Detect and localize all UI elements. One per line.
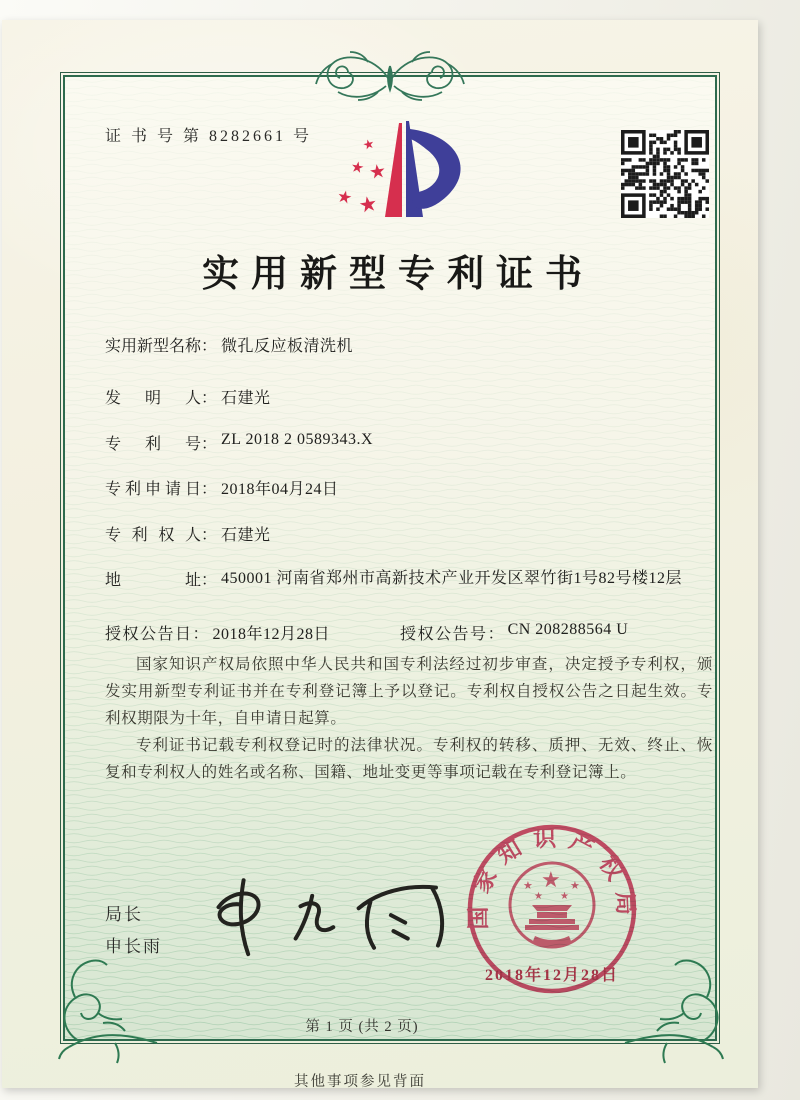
field-inventor: 发明人： 石建光 xyxy=(105,385,271,408)
cnipa-patent-logo-icon xyxy=(328,115,476,239)
field-label: 专利权人 xyxy=(105,527,201,544)
signer-block xyxy=(105,899,162,963)
svg-text:★: ★ xyxy=(361,136,377,154)
cnipa-official-seal-icon xyxy=(457,817,647,1007)
svg-text:★: ★ xyxy=(534,891,543,902)
certificate-paper xyxy=(2,20,758,1088)
legal-paragraph-1: 国家知识产权局依照中华人民共和国专利法经过初步审查，决定授予专利权，颁发实用新型专利证书并在专利登记簿上予以登记。专利权自授权公告之日起生效。专利权期限为十年，自申请日起算。 xyxy=(105,656,713,727)
field-label: 地址 xyxy=(105,572,201,589)
qr-code-icon xyxy=(621,130,709,218)
field-value: 石建光 xyxy=(221,527,271,544)
national-emblem xyxy=(510,863,594,947)
seal-agency-text: 国家知识产权局 xyxy=(465,825,639,930)
svg-text:★: ★ xyxy=(334,186,355,210)
certificate-border xyxy=(60,72,720,1044)
grant-date-value: 2018年12月28日 xyxy=(212,626,331,643)
svg-text:★: ★ xyxy=(367,159,388,184)
svg-text:★: ★ xyxy=(523,879,533,892)
field-value: ZL 2018 2 0589343.X xyxy=(221,431,374,448)
signer-name: 申长雨 xyxy=(105,937,162,956)
grant-date-label: 授权公告日 xyxy=(105,626,193,643)
grant-number-label: 授权公告号 xyxy=(400,626,488,643)
certificate-inner-area xyxy=(63,75,717,1041)
seal-date: 2018年12月28日 xyxy=(484,967,620,984)
certificate-title: 实用新型专利证书 xyxy=(202,254,594,295)
back-side-note: 其他事项参见背面 xyxy=(294,1074,426,1090)
certificate-content xyxy=(65,77,715,1039)
field-patentee: 专利权人： 石建光 xyxy=(105,522,271,545)
field-value: 450001 河南省郑州市高新技术产业开发区翠竹街1号82号楼12层 xyxy=(221,570,683,587)
signer-title: 局长 xyxy=(105,905,143,924)
field-filing-date: 专利申请日： 2018年04月24日 xyxy=(105,476,339,499)
legal-paragraph-2: 专利证书记载专利权登记时的法律状况。专利权的转移、质押、无效、终止、恢复和专利权人的姓名或名称、国籍、地址变更等事项记载在专利登记簿上。 xyxy=(105,737,713,781)
field-value: 微孔反应板清洗机 xyxy=(221,338,354,355)
svg-text:★: ★ xyxy=(560,891,569,902)
legal-text xyxy=(105,651,713,786)
director-handwritten-signature-icon xyxy=(193,869,483,969)
field-value: 石建光 xyxy=(221,390,271,407)
field-label: 专利申请日 xyxy=(105,481,201,498)
grant-announcement-row: 授权公告日： 2018年12月28日 授权公告号： CN 208288564 U xyxy=(105,621,629,643)
field-patent-number: 专利号： ZL 2018 2 0589343.X xyxy=(105,431,374,453)
field-label: 实用新型名称 xyxy=(105,338,202,355)
logo-stars xyxy=(335,137,388,218)
field-label: 发明人 xyxy=(105,390,201,407)
certificate-number: 证 书 号 第 8282661 号 xyxy=(105,128,313,145)
svg-text:★: ★ xyxy=(541,868,561,893)
field-value: 2018年04月24日 xyxy=(221,481,339,498)
svg-text:★: ★ xyxy=(349,157,366,178)
field-name: 实用新型名称： 微孔反应板清洗机 xyxy=(105,333,353,356)
svg-text:★: ★ xyxy=(570,879,580,892)
field-label: 专利号 xyxy=(105,436,201,453)
grant-number-value: CN 208288564 U xyxy=(507,621,629,638)
field-address: 地址： 450001 河南省郑州市高新技术产业开发区翠竹街1号82号楼12层 xyxy=(105,567,699,592)
svg-text:★: ★ xyxy=(356,191,380,218)
page-number: 第 1 页 (共 2 页) xyxy=(305,1019,419,1035)
